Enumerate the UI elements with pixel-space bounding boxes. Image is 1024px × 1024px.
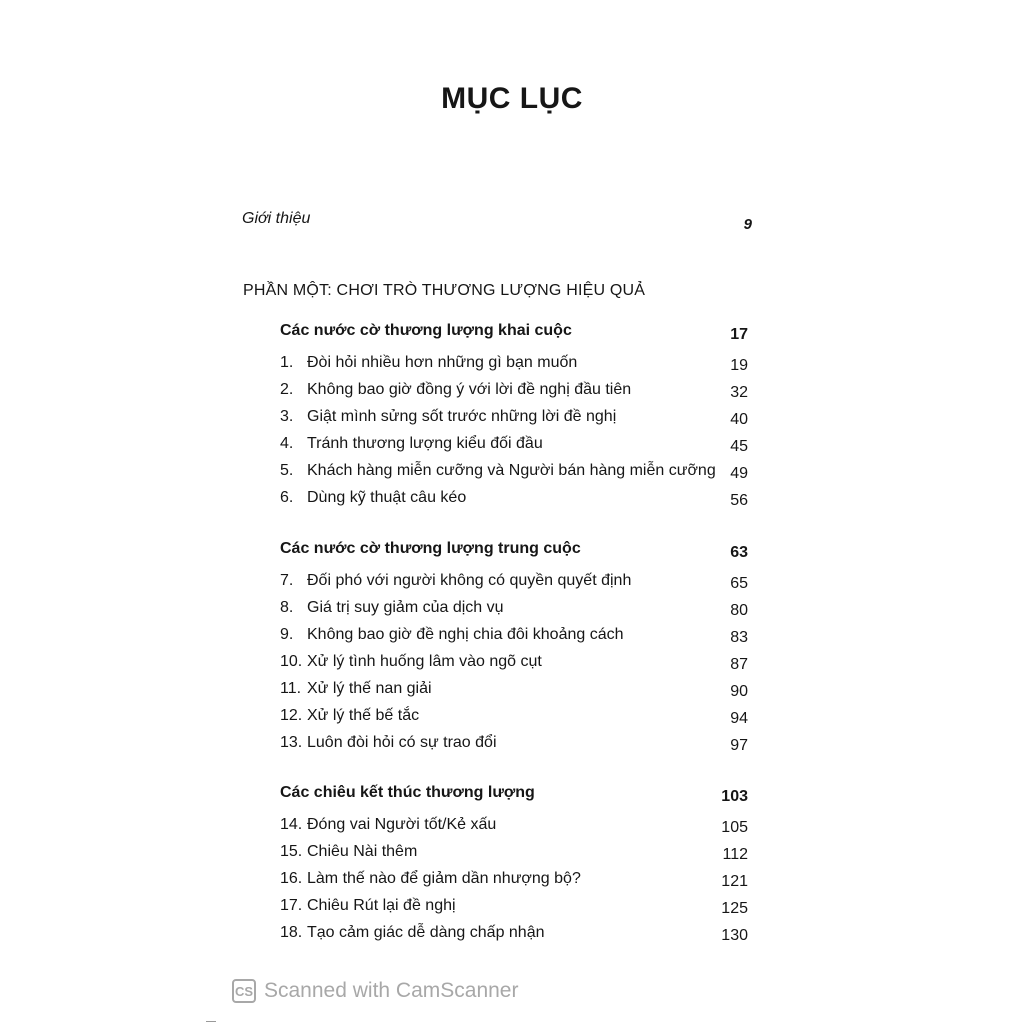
- section-title: Các chiêu kết thúc thương lượng: [280, 784, 535, 801]
- intro-label: Giới thiệu: [242, 210, 311, 227]
- intro-page-number: 9: [743, 216, 752, 233]
- item-page-number: 97: [730, 737, 748, 754]
- item-title: Không bao giờ đề nghị chia đôi khoảng cách: [307, 626, 624, 643]
- item-number: 3.: [280, 408, 294, 425]
- item-page-number: 112: [722, 846, 748, 863]
- toc-item: [280, 653, 748, 680]
- item-number: 15.: [280, 843, 303, 860]
- item-number: 6.: [280, 489, 294, 506]
- toc-item: [280, 381, 748, 408]
- item-page-number: 32: [730, 384, 748, 401]
- item-title: Xử lý thế nan giải: [307, 680, 432, 697]
- item-page-number: 87: [730, 656, 748, 673]
- toc-item: [280, 870, 748, 897]
- toc-item: [280, 707, 748, 734]
- toc-section-closing: [280, 784, 748, 951]
- camscanner-watermark: [232, 976, 518, 1006]
- item-title: Khách hàng miễn cưỡng và Người bán hàng miễn cưỡng: [307, 462, 716, 479]
- toc-item: [280, 897, 748, 924]
- item-number: 9.: [280, 626, 294, 643]
- item-number: 1.: [280, 354, 294, 371]
- item-page-number: 121: [721, 873, 748, 890]
- toc-section-opening: [280, 322, 748, 516]
- section-heading: [280, 540, 748, 572]
- section-page-number: 63: [730, 544, 748, 561]
- item-number: 12.: [280, 707, 303, 724]
- item-number: 2.: [280, 381, 294, 398]
- item-page-number: 49: [730, 465, 748, 482]
- item-number: 10.: [280, 653, 303, 670]
- item-number: 7.: [280, 572, 294, 589]
- item-title: Chiêu Nài thêm: [307, 843, 418, 860]
- item-number: 17.: [280, 897, 303, 914]
- toc-section-middle: [280, 540, 748, 761]
- item-number: 18.: [280, 924, 303, 941]
- section-heading: [280, 784, 748, 816]
- toc-item: [280, 680, 748, 707]
- page-title: MỤC LỤC: [441, 82, 583, 115]
- toc-item: [280, 626, 748, 653]
- item-title: Đòi hỏi nhiều hơn những gì bạn muốn: [307, 354, 578, 371]
- item-title: Đóng vai Người tốt/Kẻ xấu: [307, 816, 497, 833]
- item-title: Chiêu Rút lại đề nghị: [307, 897, 456, 914]
- item-page-number: 90: [730, 683, 748, 700]
- item-number: 8.: [280, 599, 294, 616]
- section-title: Các nước cờ thương lượng khai cuộc: [280, 322, 572, 339]
- part-heading: PHẦN MỘT: CHƠI TRÒ THƯƠNG LƯỢNG HIỆU QUẢ: [243, 282, 646, 299]
- toc-item: [280, 435, 748, 462]
- toc-item: [280, 408, 748, 435]
- toc-item: [280, 599, 748, 626]
- toc-item: [280, 572, 748, 599]
- scan-mark: [206, 1021, 216, 1022]
- item-page-number: 40: [730, 411, 748, 428]
- section-heading: [280, 322, 748, 354]
- toc-item: [280, 924, 748, 951]
- item-number: 16.: [280, 870, 303, 887]
- item-page-number: 80: [730, 602, 748, 619]
- item-title: Dùng kỹ thuật câu kéo: [307, 489, 467, 506]
- item-title: Xử lý tình huống lâm vào ngõ cụt: [307, 653, 542, 670]
- watermark-text: Scanned with CamScanner: [264, 979, 519, 1002]
- item-page-number: 19: [730, 357, 748, 374]
- item-title: Không bao giờ đồng ý với lời đề nghị đầu tiên: [307, 381, 632, 398]
- item-page-number: 65: [730, 575, 748, 592]
- item-number: 13.: [280, 734, 303, 751]
- item-title: Giật mình sửng sốt trước những lời đề nghị: [307, 408, 617, 425]
- item-title: Luôn đòi hỏi có sự trao đổi: [307, 734, 497, 751]
- item-number: 11.: [280, 680, 302, 697]
- item-title: Đối phó với người không có quyền quyết định: [307, 572, 632, 589]
- item-page-number: 125: [721, 900, 748, 917]
- item-title: Xử lý thế bế tắc: [307, 707, 420, 724]
- item-title: Làm thế nào để giảm dần nhượng bộ?: [307, 870, 581, 887]
- section-title: Các nước cờ thương lượng trung cuộc: [280, 540, 581, 557]
- section-page-number: 17: [730, 326, 748, 343]
- item-title: Giá trị suy giảm của dịch vụ: [307, 599, 504, 616]
- section-page-number: 103: [721, 788, 748, 805]
- toc-item: [280, 734, 748, 761]
- toc-item: [280, 489, 748, 516]
- toc-item: [280, 816, 748, 843]
- toc-item: [280, 462, 748, 489]
- item-title: Tránh thương lượng kiểu đối đầu: [307, 435, 543, 452]
- toc-intro-entry: [242, 210, 752, 238]
- item-page-number: 105: [721, 819, 748, 836]
- item-title: Tạo cảm giác dễ dàng chấp nhận: [307, 924, 545, 941]
- item-number: 14.: [280, 816, 303, 833]
- item-number: 5.: [280, 462, 294, 479]
- item-page-number: 130: [721, 927, 748, 944]
- toc-item: [280, 354, 748, 381]
- item-page-number: 83: [730, 629, 748, 646]
- item-page-number: 56: [730, 492, 748, 509]
- toc-item: [280, 843, 748, 870]
- item-page-number: 45: [730, 438, 748, 455]
- camscanner-logo-icon: CS: [232, 979, 256, 1003]
- item-number: 4.: [280, 435, 294, 452]
- item-page-number: 94: [730, 710, 748, 727]
